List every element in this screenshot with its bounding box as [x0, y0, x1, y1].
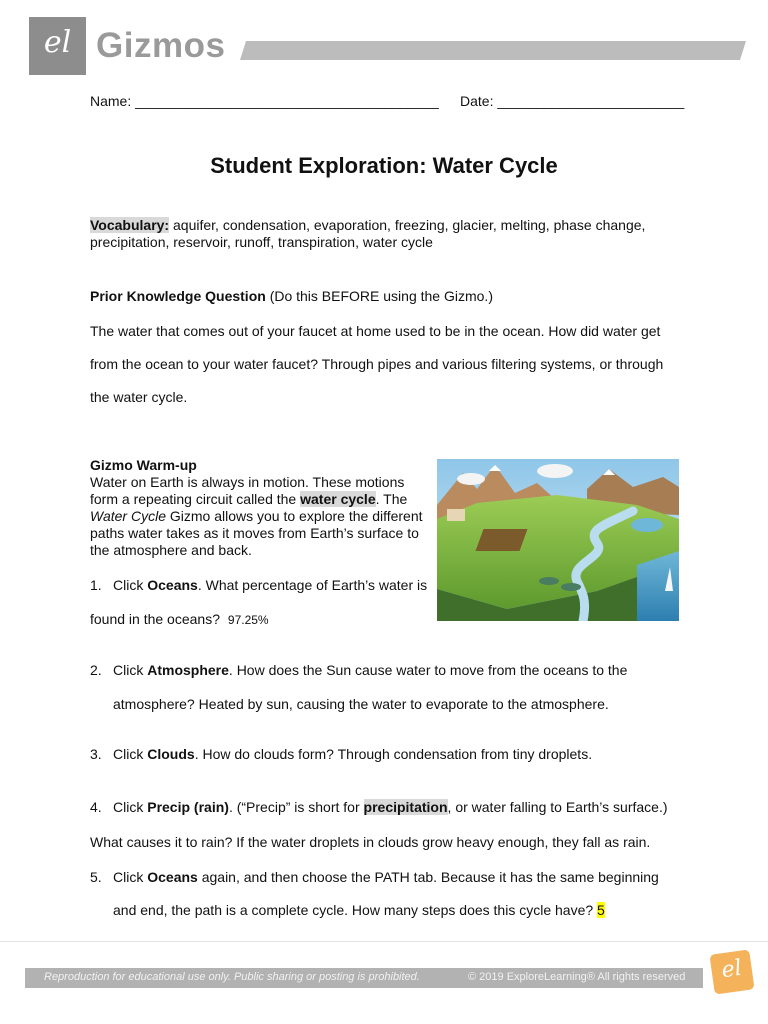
q2-pre: Click: [113, 662, 148, 678]
date-label: Date:: [460, 93, 494, 109]
q5-pre: Click: [113, 869, 148, 885]
footer-disclaimer: Reproduction for educational use only. Public sharing or posting is prohibited.: [44, 971, 420, 983]
footer-divider: [0, 941, 768, 942]
logo-text: el: [43, 25, 72, 60]
vocabulary-label: Vocabulary:: [90, 217, 170, 233]
gizmos-logo: [29, 17, 86, 75]
warmup-heading: Gizmo Warm-up: [90, 457, 197, 473]
prior-line-2: from the ocean to your water faucet? Through pipes and various filtering systems, or through: [90, 356, 664, 372]
date-field[interactable]: [460, 93, 684, 110]
question-1: [90, 577, 427, 594]
q1-number: 1.: [90, 577, 102, 593]
q5-line-2: and end, the path is a complete cycle. How many steps does this cycle have?: [113, 902, 594, 918]
q2-answer[interactable]: atmosphere? Heated by sun, causing the water to evaporate to the atmosphere.: [113, 696, 609, 712]
q4-number: 4.: [90, 799, 102, 815]
q5-answer[interactable]: 5: [597, 902, 605, 918]
q1-bold: Oceans: [147, 577, 198, 593]
prior-line-1: The water that comes out of your faucet at home used to be in the ocean. How did water get: [90, 323, 661, 339]
vocabulary-line-2: precipitation, reservoir, runoff, transpiration, water cycle: [90, 234, 433, 250]
warmup-line-5: the atmosphere and back.: [90, 542, 252, 558]
warmup-line-2c: . The: [375, 491, 408, 507]
vocabulary-line-1: [90, 217, 645, 234]
q3-pre: Click: [113, 746, 148, 762]
header-bar: [240, 41, 746, 60]
warmup-line-2a: form a repeating circuit called the: [90, 491, 301, 507]
q4-answer[interactable]: What causes it to rain? If the water droplets in clouds grow heavy enough, they fall as rain.: [90, 834, 651, 850]
name-field[interactable]: [90, 93, 439, 110]
q5-post: again, and then choose the PATH tab. Because it has the same beginning: [197, 869, 659, 885]
question-2: [90, 662, 627, 679]
name-label: Name:: [90, 93, 132, 109]
q3-post: . How do clouds form? Through condensation from tiny droplets.: [194, 746, 593, 762]
q1-pre: Click: [113, 577, 148, 593]
water-cycle-image: [437, 459, 679, 621]
footer-copyright: © 2019 ExploreLearning® All rights reserved: [468, 971, 686, 983]
date-line: ________________________: [497, 93, 685, 109]
question-5: [90, 869, 659, 886]
gizmo-name: Water Cycle: [90, 508, 166, 524]
warmup-line-2: [90, 491, 407, 508]
q4-pre: Click: [113, 799, 148, 815]
warmup-line-1: Water on Earth is always in motion. These motions: [90, 474, 405, 490]
page-title: Student Exploration: Water Cycle: [210, 153, 558, 178]
vocabulary-text-1: aquifer, condensation, evaporation, freezing, glacier, melting, phase change,: [173, 217, 646, 233]
q2-number: 2.: [90, 662, 102, 678]
precipitation-term: precipitation: [363, 799, 448, 815]
water-cycle-term: water cycle: [300, 491, 376, 507]
explorelearning-logo: [709, 949, 754, 994]
question-5-line-2: [113, 902, 605, 919]
name-line: _______________________________________: [135, 93, 439, 109]
brand-name: Gizmos: [96, 26, 226, 65]
q4-mid: . (“Precip” is short for: [228, 799, 364, 815]
prior-note: (Do this BEFORE using the Gizmo.): [269, 288, 493, 304]
q1-answer[interactable]: 97.25%: [227, 613, 269, 627]
warmup-line-3: [90, 508, 423, 525]
q2-bold: Atmosphere: [147, 662, 229, 678]
q3-number: 3.: [90, 746, 102, 762]
question-3[interactable]: [90, 746, 592, 763]
question-4: [90, 799, 668, 816]
warmup-line-3b: Gizmo allows you to explore the different: [165, 508, 423, 524]
prior-line-3: the water cycle.: [90, 389, 188, 405]
q3-bold: Clouds: [147, 746, 195, 762]
q4-bold: Precip (rain): [147, 799, 229, 815]
q5-number: 5.: [90, 869, 102, 885]
q4-post: , or water falling to Earth’s surface.): [447, 799, 668, 815]
prior-heading-text: Prior Knowledge Question: [90, 288, 266, 304]
question-1-line-2: [90, 611, 269, 629]
prior-knowledge-heading: [90, 288, 493, 305]
warmup-line-4: paths water takes as it moves from Earth’s surface to: [90, 525, 419, 541]
q2-post: . How does the Sun cause water to move from the oceans to the: [228, 662, 628, 678]
q1-post: . What percentage of Earth’s water is: [197, 577, 428, 593]
footer-logo-text: el: [719, 955, 744, 984]
q5-bold: Oceans: [147, 869, 198, 885]
q1-line-2: found in the oceans?: [90, 611, 220, 627]
